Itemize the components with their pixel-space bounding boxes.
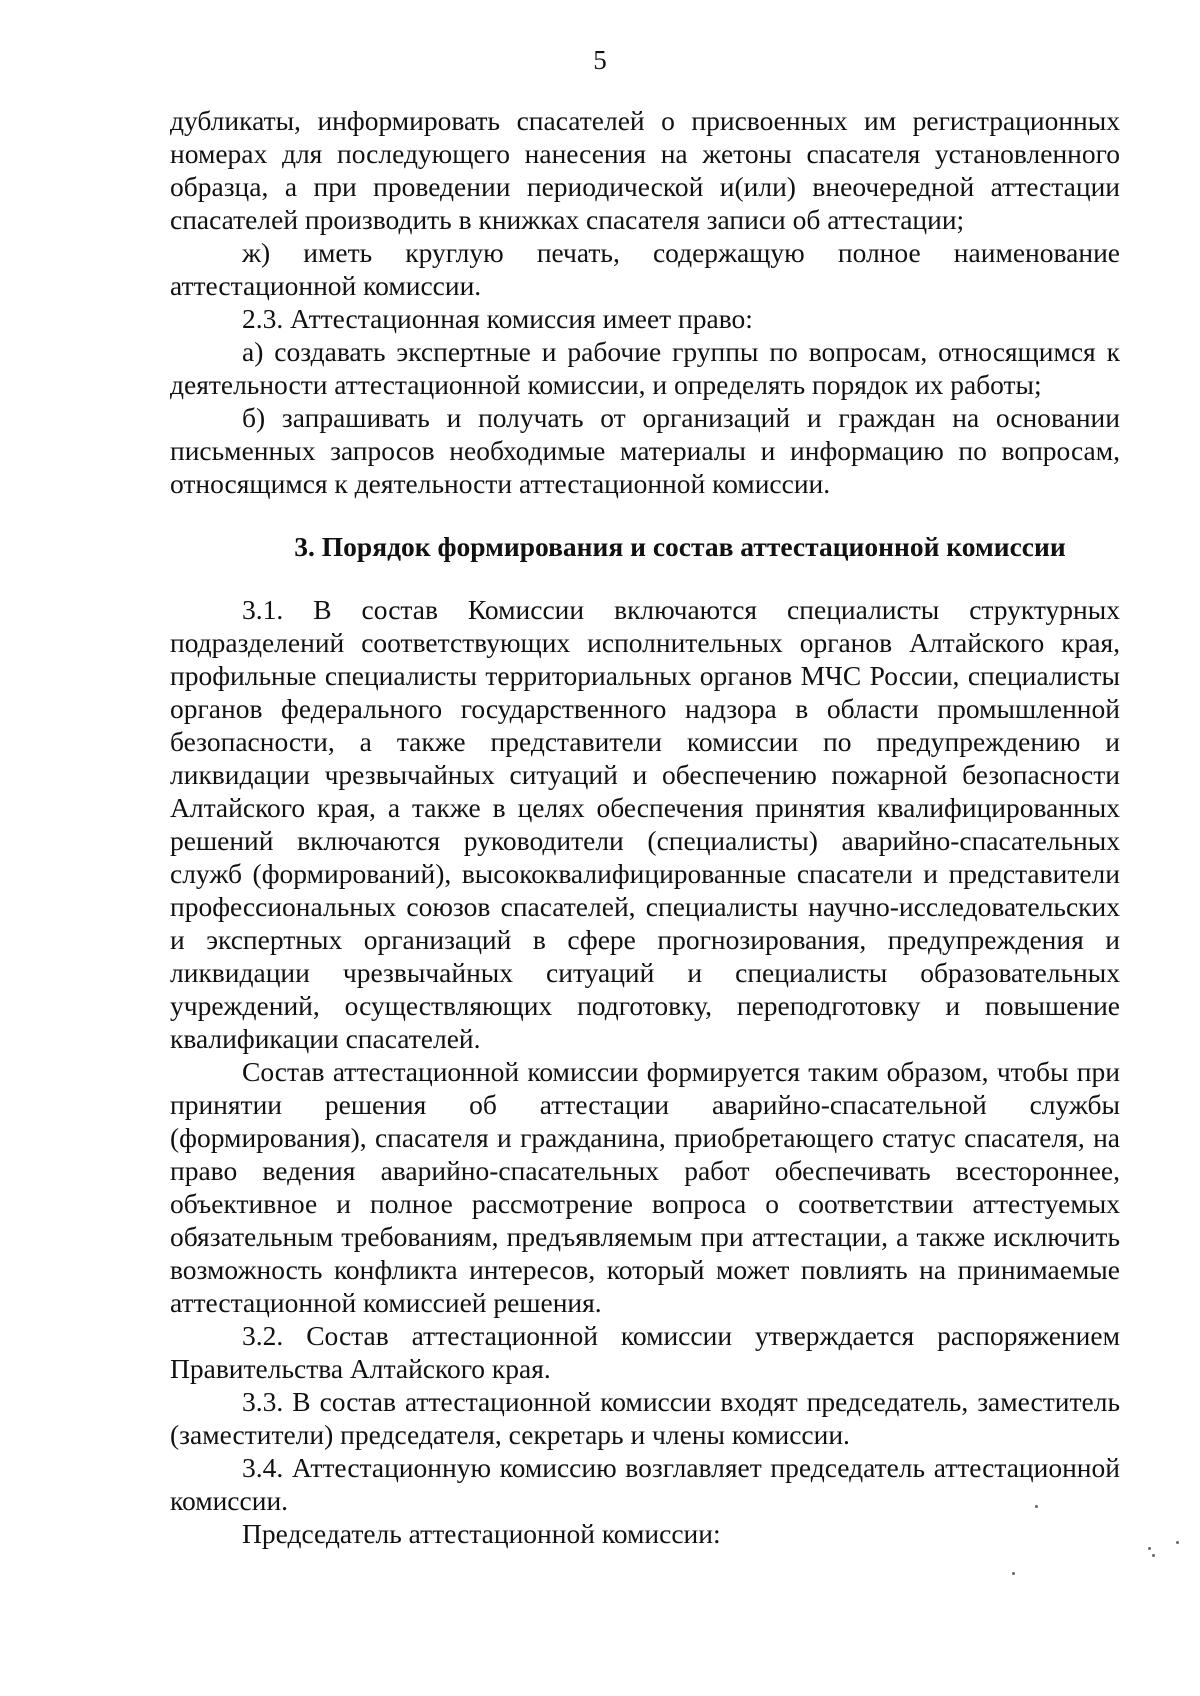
list-item-a: а) создавать экспертные и рабочие группы по вопросам, относящимся к деятельности аттестационной комиссии, и определять порядок их работы; (170, 336, 1120, 400)
paragraph-composition: Состав аттестационной комиссии формируется таким образом, чтобы при принятии решения об аттестации аварийно-спасательной службы (формирования), спасателя и гражданина, приобретающего статус спасателя, на право ведения аварийно-спасательных работ обеспечивать всестороннее, объективное и полное рассмотрение вопроса о соответствии аттестуемых обязательным требованиям, предъявляемым при аттестации, а также исключить возможность конфликта интересов, который может повлиять на принимаемые аттестационной комиссией решения. (170, 1056, 1120, 1318)
paragraph-continuation: дубликаты, информировать спасателей о присвоенных им регистрационных номерах для последующего нанесения на жетоны спасателя установленного образца, а при проведении периодической и(или) внеочередной аттестации спасателей производить в книжках спасателя записи об аттестации; (170, 105, 1120, 235)
scan-speck (1176, 1541, 1179, 1544)
clause-2-3: 2.3. Аттестационная комиссия имеет право: (242, 303, 753, 334)
scan-speck (1152, 1554, 1155, 1557)
clause-3-1: 3.1. В состав Комиссии включаются специалисты структурных подразделений соответствующих исполнительных органов Алтайского края, профильные специалисты территориальных органов МЧС России, специалисты органов федерального государственного надзора в области промышленной безопасности, а также представители комиссии по предупреждению и ликвидации чрезвычайных ситуаций и обеспечению пожарной безопасности Алтайского края, а также в целях обеспечения принятия квалифицированных решений включаются руководители (специалисты) аварийно-спасательных служб (формирований), высококвалифицированные спасатели и представители профессиональных союзов спасателей, специалисты научно-исследовательских и экспертных организаций в сфере прогнозирования, предупреждения и ликвидации чрезвычайных ситуаций и специалисты образовательных учреждений, осуществляющих подготовку, переподготовку и повышение квалификации спасателей. (170, 594, 1120, 1054)
section-heading: 3. Порядок формирования и состав аттестационной комиссии (294, 531, 1066, 562)
document-body (170, 104, 1120, 1550)
list-item-b: б) запрашивать и получать от организаций и граждан на основании письменных запросов необходимые материалы и информацию по вопросам, относящимся к деятельности аттестационной комиссии. (170, 402, 1120, 499)
clause-3-3: 3.3. В состав аттестационной комиссии входят председатель, заместитель (заместители) председателя, секретарь и члены комиссии. (170, 1386, 1120, 1450)
scan-speck (1035, 1505, 1038, 1508)
clause-3-2: 3.2. Состав аттестационной комиссии утверждается распоряжением Правительства Алтайского края. (170, 1320, 1120, 1384)
scan-speck (1012, 1572, 1015, 1575)
paragraph-chairman: Председатель аттестационной комиссии: (242, 1518, 721, 1549)
clause-3-4: 3.4. Аттестационную комиссию возглавляет председатель аттестационной комиссии. (170, 1452, 1120, 1516)
scan-speck (1148, 1547, 1151, 1550)
list-item-zh: ж) иметь круглую печать, содержащую полное наименование аттестационной комиссии. (170, 237, 1120, 301)
page-number: 5 (593, 45, 607, 75)
